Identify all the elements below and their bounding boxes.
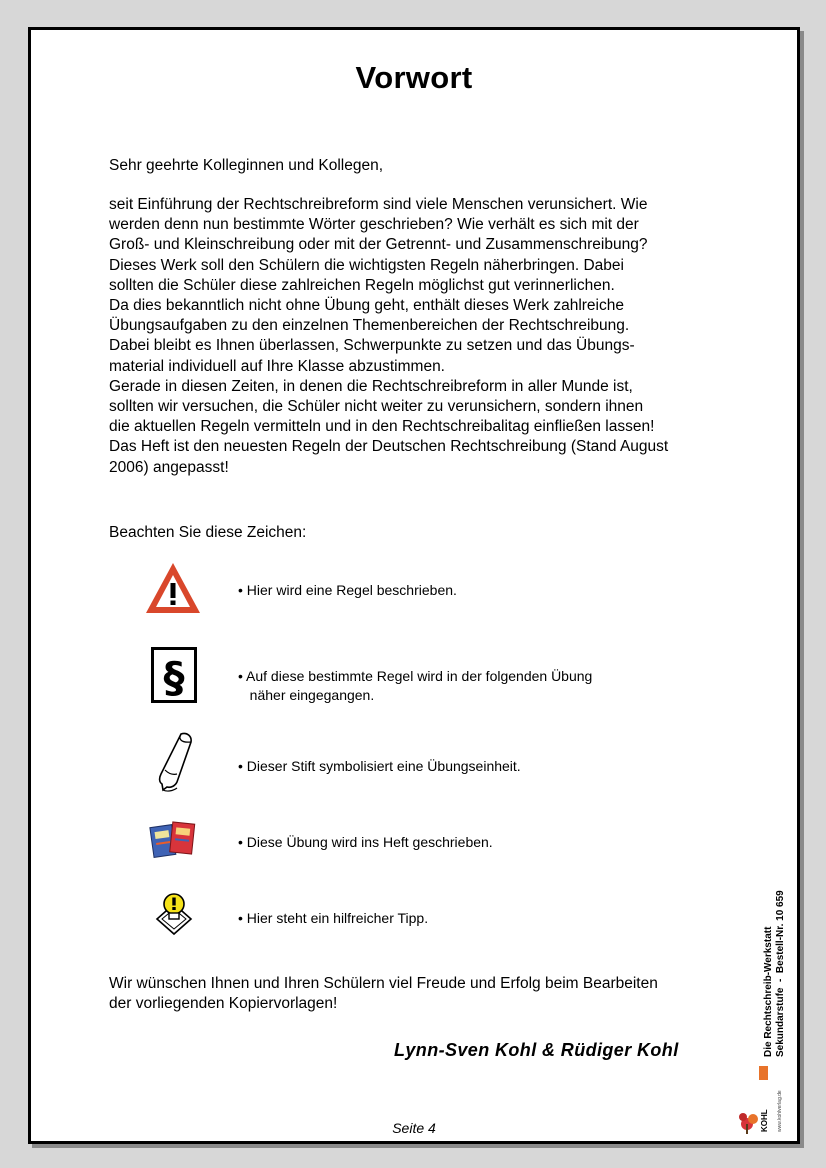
greeting: Sehr geehrte Kolleginnen und Kollegen, — [109, 157, 384, 174]
order-number: Sekundarstufe - Bestell-Nr. 10 659 — [775, 890, 786, 1057]
publisher-logo — [738, 1066, 788, 1141]
body-line: sollten die Schüler diese zahlreichen Regeln möglichst gut verinnerlichen. — [109, 276, 615, 294]
body-line: Da dies bekanntlich nicht ohne Übung geht, enthält dieses Werk zahlreiche — [109, 297, 624, 315]
notebooks-icon — [149, 820, 197, 865]
body-line: material individuell auf Ihre Klasse abzustimmen. — [109, 357, 445, 375]
publisher-url: www.kohlverlag.de — [777, 1090, 783, 1132]
series-title: Die Rechtschreib-Werkstatt — [763, 926, 774, 1057]
pencil-icon — [151, 730, 197, 799]
legend-text-tip: • Hier steht ein hilfreicher Tipp. — [238, 910, 429, 926]
closing-paragraph — [109, 974, 749, 1014]
legend-text-pencil: • Dieser Stift symbolisiert eine Übungseinheit. — [238, 758, 521, 774]
body-line: Gerade in diesen Zeiten, in denen die Rechtschreibreform in aller Munde ist, — [109, 377, 633, 395]
body-line: Das Heft ist den neuesten Regeln der Deutschen Rechtschreibung (Stand August — [109, 438, 669, 456]
body-line: werden denn nun bestimmte Wörter geschrieben? Wie verhält es sich mit der — [109, 216, 639, 234]
body-line: die aktuellen Regeln vermitteln und in den Rechtschreibalitag einfließen lassen! — [109, 418, 655, 436]
paragraph-sign-icon — [150, 646, 198, 709]
body-line: Übungsaufgaben zu den einzelnen Themenbereichen der Rechtschreibung. — [109, 317, 630, 335]
body-line: Dieses Werk soll den Schülern die wichtigsten Regeln näherbringen. Dabei — [109, 256, 624, 274]
publisher-name: KOHL — [760, 1109, 769, 1132]
legend-text-notebook: • Diese Übung wird ins Heft geschrieben. — [238, 834, 493, 850]
closing-line: der vorliegenden Kopiervorlagen! — [109, 995, 338, 1012]
body-line: 2006) angepasst! — [109, 458, 229, 476]
warning-triangle-icon — [143, 560, 203, 621]
page-number: Seite 4 — [392, 1120, 436, 1136]
legend-text-rule-reference: • Auf diese bestimmte Regel wird in der folgenden Übung näher eingegangen. — [238, 668, 593, 703]
side-publication-info — [763, 890, 787, 1057]
page-title: Vorwort — [355, 60, 473, 95]
lightbulb-icon — [155, 892, 193, 941]
signs-heading: Beachten Sie diese Zeichen: — [109, 524, 307, 541]
body-line: Groß- und Kleinschreibung oder mit der Getrennt- und Zusammenschreibung? — [109, 236, 648, 254]
body-line: seit Einführung der Rechtschreibreform sind viele Menschen verunsichert. Wie — [109, 196, 648, 213]
intro-paragraph — [109, 195, 749, 478]
publisher-badge: VERLAG — [763, 1085, 769, 1106]
body-line: sollten wir versuchen, die Schüler nicht weiter zu verunsichern, sondern ihnen — [109, 398, 644, 416]
svg-text:§: § — [163, 653, 185, 702]
author-signature: Lynn-Sven Kohl & Rüdiger Kohl — [394, 1040, 679, 1060]
body-line: Dabei bleibt es Ihnen überlassen, Schwerpunkte zu setzen und das Übungs- — [109, 337, 635, 355]
document-page — [28, 27, 800, 1144]
legend-text-rule: • Hier wird eine Regel beschrieben. — [238, 582, 457, 598]
closing-line: Wir wünschen Ihnen und Ihren Schülern viel Freude und Erfolg beim Bearbeiten — [109, 975, 658, 992]
